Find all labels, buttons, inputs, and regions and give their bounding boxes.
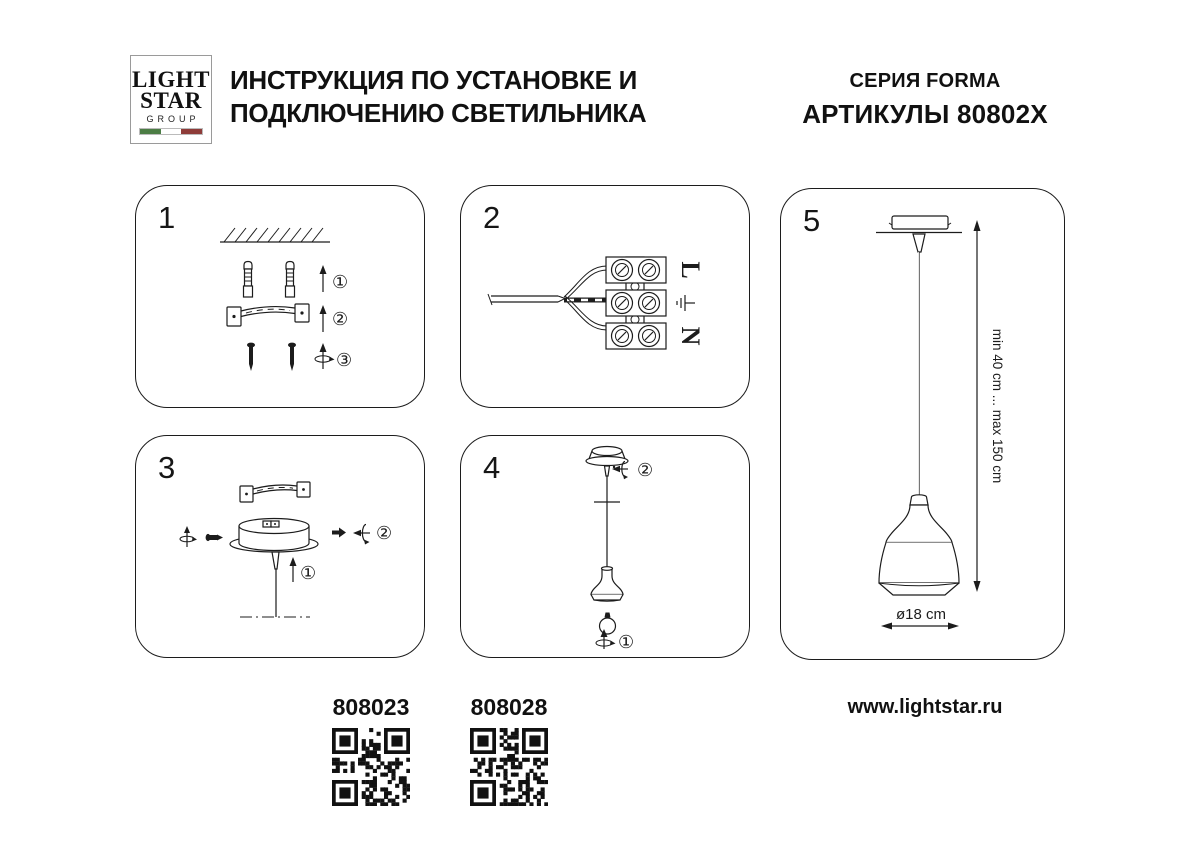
terminal-label-live: L — [676, 261, 705, 279]
height-range-label: min 40 cm ... max 150 cm — [990, 328, 1005, 484]
step-4-panel — [460, 435, 750, 658]
step-1-badge-1: ① — [332, 272, 349, 293]
height-dimension-arrow — [974, 220, 981, 592]
qr-code-article-2 — [470, 728, 548, 806]
arrow-right-icon — [332, 528, 346, 538]
ceiling-icon — [220, 228, 330, 242]
step-4-number: 4 — [483, 450, 501, 485]
series-name: СЕРИЯ FORMA — [849, 70, 1001, 92]
terminal-row — [606, 323, 666, 349]
website-url: www.lightstar.ru — [847, 696, 1003, 718]
step-4-badge-1: ① — [618, 632, 635, 653]
screw-icon — [206, 534, 223, 541]
step-3-illustration — [136, 436, 423, 656]
screw-icon — [247, 343, 255, 371]
bulb-icon — [600, 613, 616, 635]
article-number-2: 808028 — [470, 694, 548, 720]
lampshade — [591, 567, 623, 602]
rotate-screwdriver-icon — [180, 526, 197, 547]
step-1-badge-2: ② — [332, 309, 349, 330]
screw-rotate-icon — [353, 525, 370, 545]
logo-word-light: LIGHT — [132, 67, 210, 92]
step-3-panel — [135, 435, 425, 658]
terminal-row — [606, 257, 666, 283]
step-5-panel — [780, 188, 1065, 660]
arrow-up-icon — [290, 557, 297, 582]
article-number-1: 808023 — [332, 694, 410, 720]
series-block — [770, 70, 1080, 130]
qr-code-article-1 — [332, 728, 410, 806]
dowel-icon — [286, 262, 295, 298]
step-5-number: 5 — [803, 203, 821, 238]
mounting-bracket-icon — [227, 304, 309, 326]
step-3-number: 3 — [158, 450, 176, 485]
step-1-number: 1 — [158, 200, 176, 235]
arrow-up-icon — [320, 265, 327, 292]
arrow-up-icon — [320, 305, 327, 332]
earth-symbol-icon — [677, 295, 695, 311]
step-4-illustration — [461, 436, 748, 656]
canopy-mount — [876, 216, 962, 252]
step-1-illustration — [136, 186, 423, 406]
diameter-dimension-arrow — [881, 623, 959, 630]
step-2-panel — [460, 185, 750, 408]
terminal-label-neutral: N — [676, 326, 705, 346]
rotate-screwdriver-icon — [315, 343, 335, 369]
step-5-illustration — [781, 189, 1063, 658]
wire-live — [564, 266, 607, 300]
step-1-panel — [135, 185, 425, 408]
screw-icon — [288, 343, 296, 371]
series-articles: АРТИКУЛЫ 80802X — [802, 99, 1048, 129]
page-title — [230, 64, 650, 130]
diameter-label: ø18 cm — [895, 606, 947, 623]
step-2-number: 2 — [483, 200, 501, 235]
page-title-line1: ИНСТРУКЦИЯ ПО УСТАНОВКЕ И — [230, 65, 637, 95]
italian-flag-icon — [139, 128, 203, 135]
dowel-icon — [244, 262, 253, 298]
step-3-badge-2: ② — [376, 523, 393, 544]
step-3-badge-1: ① — [300, 563, 317, 584]
step-1-badge-3: ③ — [336, 350, 353, 371]
mounting-bracket-icon — [240, 482, 310, 502]
lightstar-logo — [130, 55, 212, 144]
mains-cable — [488, 294, 565, 305]
terminal-row — [606, 290, 666, 316]
step-4-badge-2: ② — [637, 460, 654, 481]
suspension-rod — [240, 552, 310, 617]
canopy-cup — [230, 519, 318, 553]
terminal-block — [606, 257, 666, 349]
page-title-line2: ПОДКЛЮЧЕНИЮ СВЕТИЛЬНИКА — [230, 98, 647, 128]
suspension-cable — [594, 476, 620, 567]
logo-word-group: GROUP — [146, 114, 200, 124]
step-2-illustration — [461, 186, 748, 406]
lampshade — [879, 495, 959, 595]
logo-word-star: STAR — [140, 88, 202, 113]
